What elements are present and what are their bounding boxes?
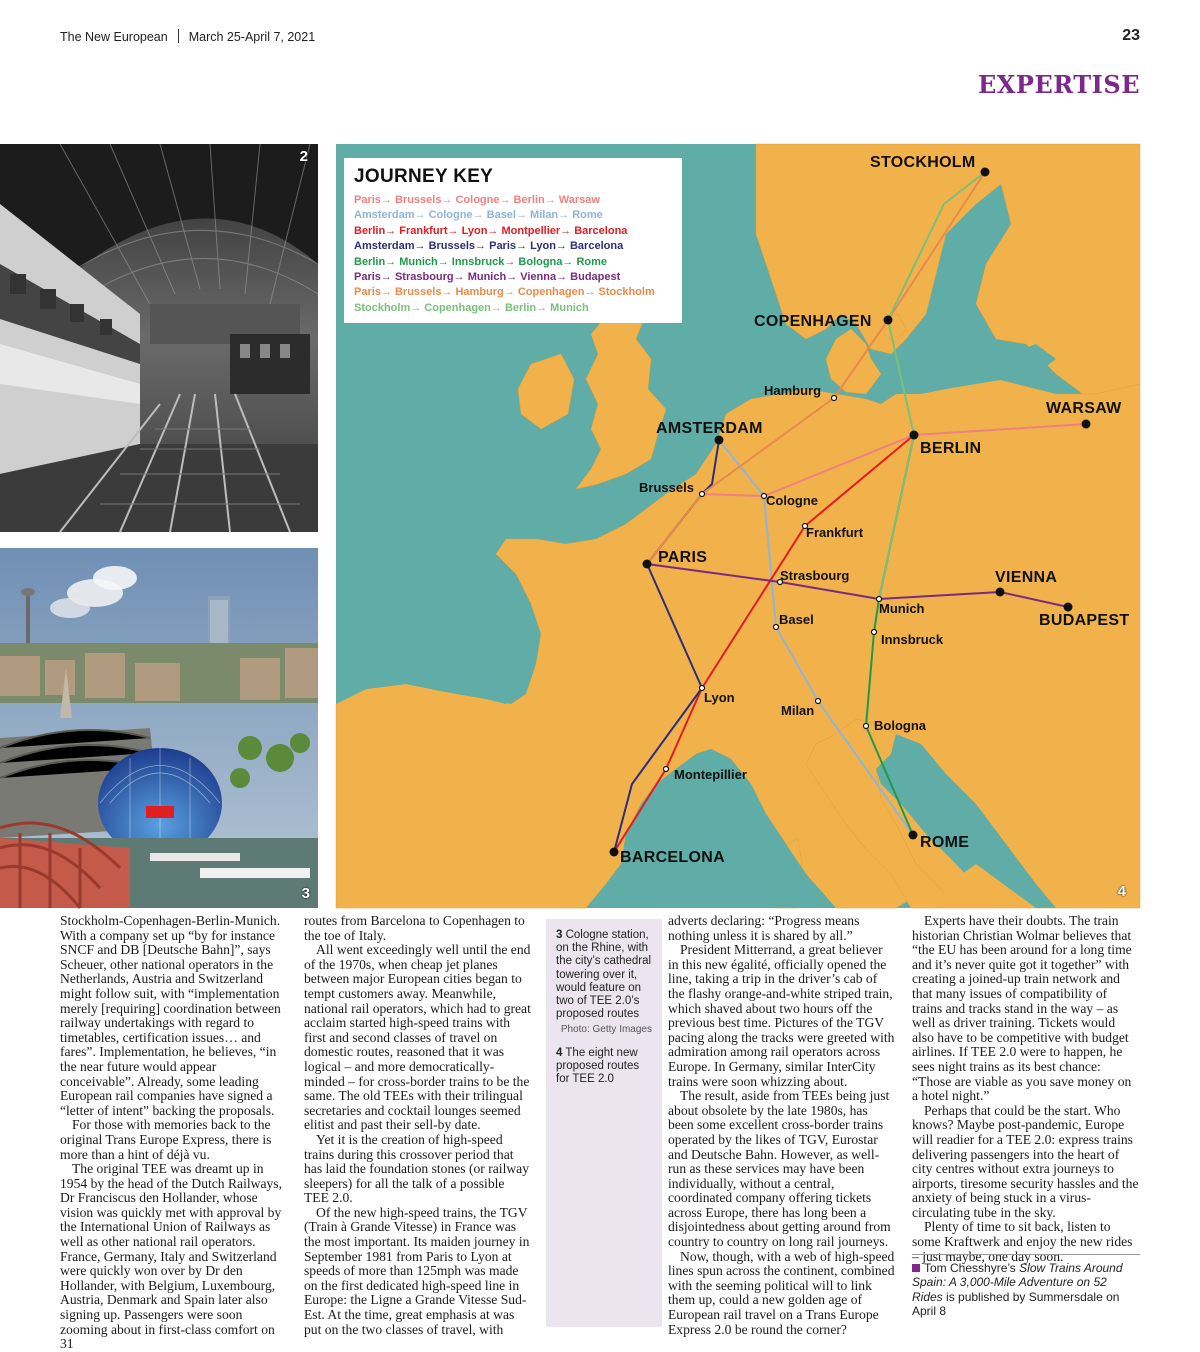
journey-key-route-2: Amsterdam→ Cologne→ Basel→ Milan→ Rome <box>354 209 603 222</box>
publication-name: The New European <box>60 30 168 44</box>
photo-number-2: 2 <box>299 148 308 165</box>
city-label-copenhagen: COPENHAGEN <box>754 313 872 330</box>
article-paragraph: The original TEE was dreamt up in 1954 by the head of the Dutch Railways, Dr Franciscus den Hollander, whose vision was quickly met with approval by the International Union of Railways as well as other national rail operators. France, Germany, Italy and Switzerland were quickly won over by Dr den Hollander, with Belgium, Luxembourg, Austria, Denmark and Spain later also signing up. Passengers were soon zooming about in first-class comfort on 31 <box>60 1161 282 1352</box>
journey-key-route-1: Paris→ Brussels→ Cologne→ Berlin→ Warsaw <box>354 194 600 206</box>
article-paragraph: adverts declaring: “Progress means nothing unless it is shared by all.” <box>668 913 860 943</box>
issue-dates: March 25-April 7, 2021 <box>188 30 316 44</box>
caption-photo-4 <box>556 1047 652 1087</box>
photo-cologne-station <box>0 548 318 908</box>
article-paragraph: The result, aside from TEEs being just about obsolete by the late 1980s, has been some excellent cross-border trains operated by the likes of TGV, Eurostar and Deutsche Bahn. However, as well-run as these services may have been individually, without a central, coordinated company offering tickets across Europe, there has long been a disjointedness about getting around from country to country on long rail journeys. <box>668 1088 891 1250</box>
caption-number: 3 <box>556 929 563 941</box>
journey-key-route-5: Berlin→ Munich→ Innsbruck→ Bologna→ Rome <box>354 255 608 268</box>
photo-credit: Photo: Getty Images <box>560 1024 652 1036</box>
article-paragraph: routes from Barcelona to Copenhagen to the toe of Italy. <box>304 913 525 943</box>
masthead <box>60 29 315 44</box>
city-label-munich: Munich <box>879 601 925 616</box>
photo-number-4: 4 <box>1117 883 1126 900</box>
article-paragraph: Yet it is the creation of high-speed trains during this crossover period that has laid the foundation stones (or railway sleepers) for all the talk of a possible TEE 2.0. <box>304 1131 529 1206</box>
caption-text: Cologne station, on the Rhine, with the city’s cathedral towering over it, would feature on two of TEE 2.0’s proposed routes <box>556 929 652 1021</box>
bio-tail: is published by Summersdale on April 8 <box>912 1289 1120 1319</box>
city-label-bologna: Bologna <box>874 718 926 733</box>
city-label-innsbruck: Innsbruck <box>881 632 944 647</box>
article-paragraph: For those with memories back to the original Trans Europe Express, there is more than a hint of déjà vu. <box>60 1117 272 1162</box>
caption-text: The eight new proposed routes for TEE 2.0 <box>556 1046 640 1086</box>
header-divider <box>178 29 179 43</box>
route-map <box>336 144 1140 908</box>
city-label-lyon: Lyon <box>704 690 735 705</box>
photo-number-3: 3 <box>301 885 310 902</box>
caption-number: 4 <box>556 1046 563 1059</box>
city-label-brussels: Brussels <box>639 480 694 495</box>
city-label-strasbourg: Strasbourg <box>780 568 850 583</box>
city-label-stockholm: STOCKHOLM <box>870 154 976 171</box>
article-column-2 <box>304 914 532 1337</box>
article-paragraph: All went exceedingly well until the end of the 1970s, when cheap jet planes between major European cities began to tempt customers away. Meanwhile, national rail operators, which had to great acclaim started high-speed trains with first and second classes of travel on domestic routes, reasoned that it was logical – and more democratically-minded – for cross-border trains to be the same. The old TEEs with their trilingual secretaries and cocktail lounges seemed elitist and past their sell-by date. <box>304 942 531 1133</box>
city-label-hamburg: Hamburg <box>764 383 822 398</box>
city-label-berlin: BERLIN <box>920 440 982 457</box>
city-label-cologne: Cologne <box>766 493 818 508</box>
caption-photo-3 <box>556 929 652 1037</box>
article-paragraph: Perhaps that could be the start. Who knows? Maybe post-pandemic, Europe will readier for a TEE 2.0: express trains delivering passengers into the heart of city centres without extra journeys to airports, tiresome security hassles and the anxiety of being stuck in a virus-circulating tube in the sky. <box>912 1102 1139 1220</box>
city-label-basel: Basel <box>779 612 814 627</box>
journey-key <box>344 158 682 323</box>
journey-key-route-6: Paris→ Strasbourg→ Munich→ Vienna→ Budapest <box>354 271 621 284</box>
city-label-amsterdam: AMSTERDAM <box>656 420 763 437</box>
article-paragraph: Of the new high-speed trains, the TGV (Train à Grande Vitesse) in France was the most important. Its maiden journey in September 1981 from Paris to Lyon at speeds of more than 125mph was made on the first dedicated high-speed line in Europe: the Ligne a Grande Vitesse Sud-Est. At the time, great emphasis at was put on the two classes of travel, with <box>304 1204 530 1337</box>
journey-key-route-8: Stockholm→ Copenhagen→ Berlin→ Munich <box>354 301 589 314</box>
article-paragraph: President Mitterrand, a great believer in this new égalité, officially opened the line, taking a trip in the driver’s cab of the flashy orange-and-white striped train, which shaved about two hours off the previous best time. Pictures of the TGV pacing along the tracks were greeted with admiration among rail operators across Europe. In Germany, similar InterCity trains were soon whizzing about. <box>668 942 895 1089</box>
article-paragraph: Stockholm-Copenhagen-Berlin-Munich. With a company set up “by for instance SNCF and DB [Deutsche Bahn]”, says Scheuer, other national operators in the Netherlands, Austria and Switzerland might follow suit, with “implementation merely [requiring] coordination between railway undertakings with regard to timetables, certification issues… and fares”. Implementation, he believes, “in the near future would appear conceivable”. Already, some leading European rail companies have signed a “letter of intent” backing the proposals. <box>60 913 281 1118</box>
article-column-3 <box>668 914 896 1337</box>
article-column-1 <box>60 914 288 1352</box>
bio-book-title: Slow Trains Around Spain: A 3,000-Mile Adventure on 52 Rides <box>912 1261 1123 1304</box>
journey-key-route-4: Amsterdam→ Brussels→ Paris→ Lyon→ Barcelona <box>354 240 624 253</box>
city-label-milan: Milan <box>781 703 815 718</box>
journey-key-route-7: Paris→ Brussels→ Hamburg→ Copenhagen→ Stockholm <box>354 286 655 299</box>
city-label-rome: ROME <box>920 834 970 851</box>
article-paragraph: Now, though, with a web of high-speed lines spun across the continent, combined with the seeming political will to link them up, could a new golden age of European rail travel on a Trans Europe Express 2.0 be round the corner? <box>668 1248 895 1337</box>
city-label-paris: PARIS <box>658 549 708 566</box>
journey-key-route-3: Berlin→ Frankfurt→ Lyon→ Montpellier→ Barcelona <box>354 224 628 237</box>
section-title: EXPERTISE <box>978 70 1140 99</box>
city-label-budapest: BUDAPEST <box>1039 612 1130 629</box>
city-label-montpellier: Montepillier <box>674 767 747 782</box>
article-paragraph: Experts have their doubts. The train historian Christian Wolmar believes that “the EU has been around for a long time and it’s never quite got it together” with creating a joined-up train network and that many issues of compatibility of trains and tracks stand in the way – as well as driver training. Tickets would also have to be competitive with budget airlines. If TEE 2.0 were to happen, he sees night trains as its best chance: “Those are viable as you save money on a hotel night.” <box>912 913 1132 1104</box>
journey-key-title: JOURNEY KEY <box>354 166 494 187</box>
page-number: 23 <box>1122 27 1140 44</box>
photo-station-interior <box>0 144 318 532</box>
journey-key-list <box>354 193 672 316</box>
author-bio <box>912 1254 1140 1319</box>
article-paragraph: Plenty of time to sit back, listen to some Kraftwerk and enjoy the new rides – just maybe, one day soon. <box>912 1219 1133 1264</box>
article-column-4 <box>912 914 1140 1264</box>
city-label-warsaw: WARSAW <box>1046 400 1122 417</box>
bio-lead: Tom Chesshyre’s <box>924 1261 1016 1275</box>
city-label-barcelona: BARCELONA <box>620 849 725 866</box>
city-label-frankfurt: Frankfurt <box>806 525 864 540</box>
city-label-vienna: VIENNA <box>995 569 1058 586</box>
caption-sidebar <box>546 919 662 1327</box>
bio-marker-icon <box>912 1264 920 1272</box>
